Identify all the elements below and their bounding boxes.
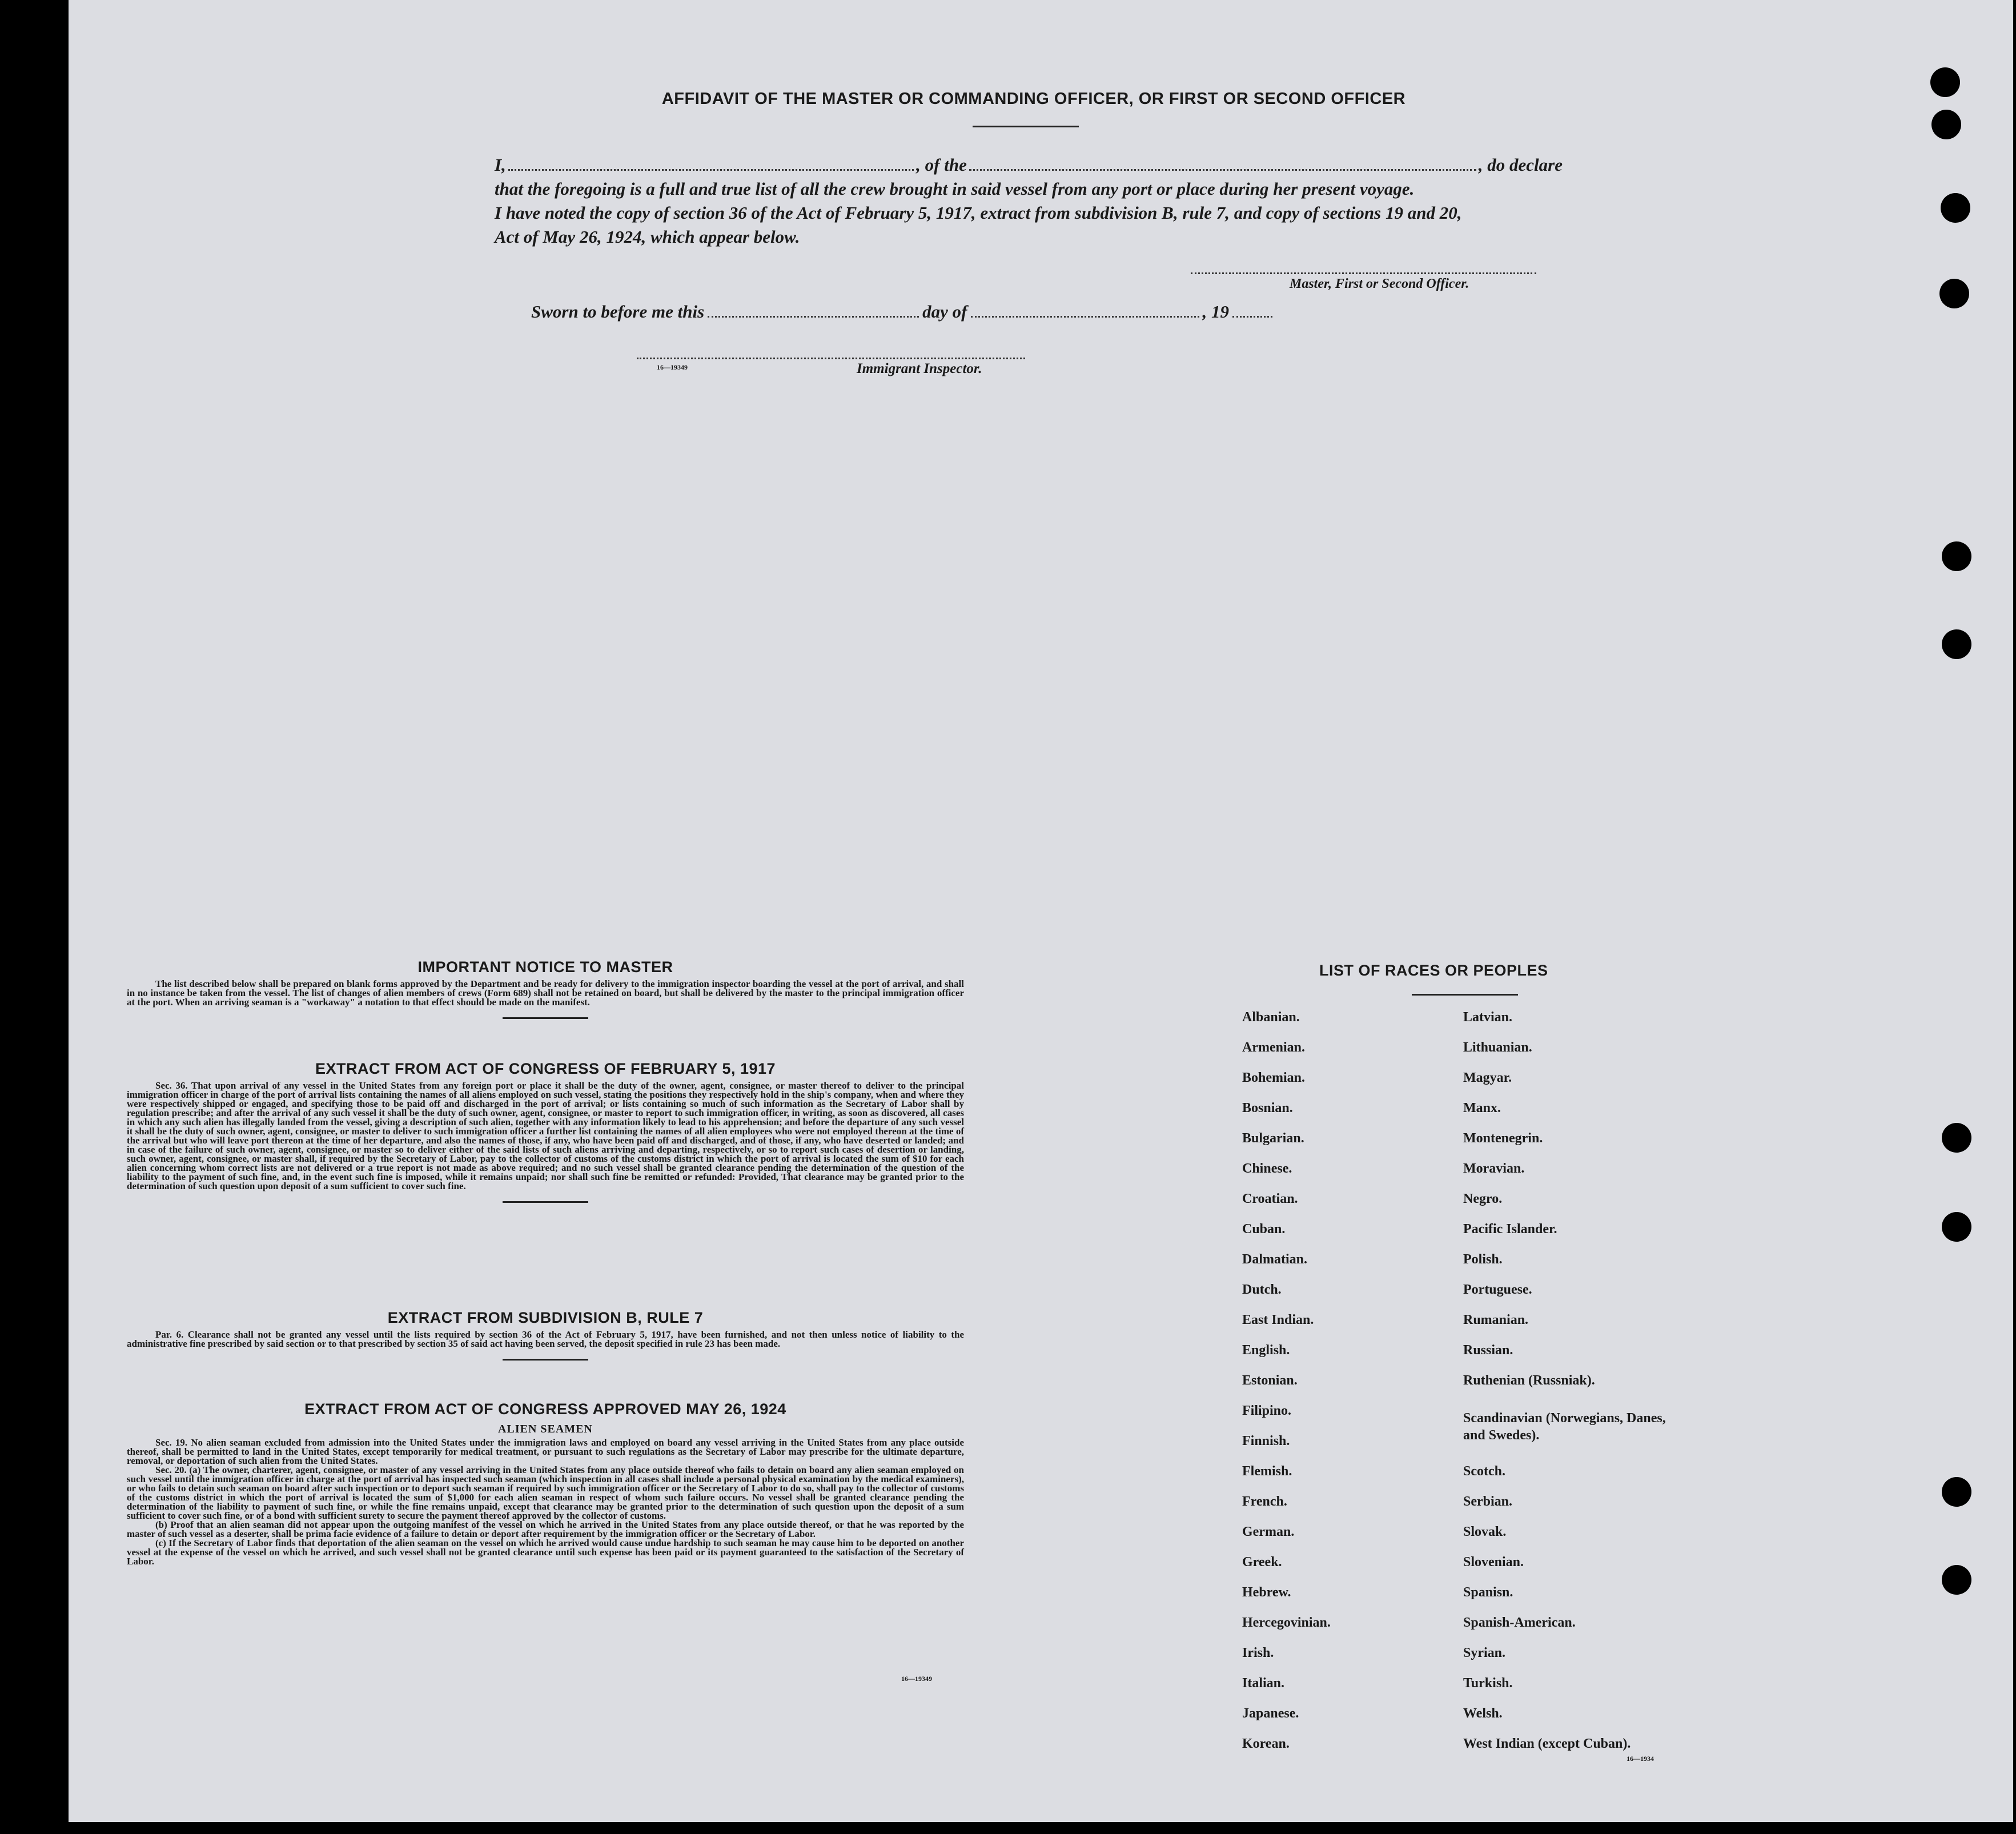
notice-title: IMPORTANT NOTICE TO MASTER (417, 958, 673, 976)
extract-1924-section (127, 1400, 964, 1566)
races-title: LIST OF RACES OR PEOPLES (1319, 962, 1548, 979)
race-right: Scotch. (1463, 1464, 1505, 1479)
extract-1917-section (127, 1060, 964, 1203)
race-right: Syrian. (1463, 1646, 1506, 1660)
affidavit-body (495, 153, 1563, 249)
inspector-signature-field[interactable] (637, 358, 1025, 359)
sworn-line (531, 302, 1314, 322)
punch-hole (1942, 1565, 1971, 1595)
punch-hole (1930, 67, 1960, 97)
sworn-month-field[interactable] (971, 316, 1199, 318)
punch-hole (1942, 629, 1971, 659)
affidavit-title: AFFIDAVIT OF THE MASTER OR COMMANDING OFFICER, OR FIRST OR SECOND OFFICER (661, 90, 1406, 108)
races-divider (1412, 994, 1518, 996)
race-right: Spanisn. (1463, 1585, 1513, 1600)
race-left: Hebrew. (1242, 1585, 1291, 1600)
vessel-name-field[interactable] (969, 169, 1476, 171)
affidavit-line-4: Act of May 26, 1924, which appear below. (495, 227, 800, 247)
race-left: Greek. (1242, 1555, 1282, 1570)
race-left: Filipino. (1242, 1403, 1292, 1418)
punch-hole (1942, 1477, 1971, 1507)
subdivision-b-title: EXTRACT FROM SUBDIVISION B, RULE 7 (387, 1309, 704, 1326)
race-left: Dutch. (1242, 1282, 1282, 1297)
sworn-day-label: day of (922, 302, 967, 322)
race-right: Turkish. (1463, 1676, 1513, 1691)
race-left: Albanian. (1242, 1010, 1300, 1025)
race-right: Montenegrin. (1463, 1131, 1543, 1146)
subdivision-b-section (127, 1309, 964, 1361)
form-number: 16—19349 (657, 363, 688, 371)
affidavit-line-2: that the foregoing is a full and true list of all the crew brought in said vessel from any port or place during her present voyage. (495, 179, 1415, 199)
notice-body: The list described below shall be prepared on blank forms approved by the Department and be ready for delivery to the immigration inspector boarding the vessel at the port of arrival, and shall in no instance be taken from the vessel. The list of changes of alien members of crews (Form 689) shall not be retained on board, but shall be delivered by the master to the principal immigration officer at the port. When an arriving seaman is a "workaway" a notation to that effect should be made on the manifest. (127, 978, 964, 1008)
race-left: Estonian. (1242, 1373, 1298, 1388)
race-left: Korean. (1242, 1736, 1290, 1751)
race-left: Japanese. (1242, 1706, 1299, 1721)
punch-hole (1931, 110, 1961, 139)
race-right: Polish. (1463, 1252, 1503, 1267)
race-right: Latvian. (1463, 1010, 1513, 1025)
alien-seamen-subtitle: ALIEN SEAMEN (498, 1423, 593, 1435)
race-right: Russian. (1463, 1343, 1513, 1358)
race-right: Slovak. (1463, 1524, 1507, 1539)
form-number: 16—1934 (1627, 1755, 1654, 1763)
sworn-prefix: Sworn to before me this (531, 302, 705, 322)
inspector-label: Immigrant Inspector. (857, 361, 982, 376)
race-right: Serbian. (1463, 1494, 1513, 1509)
race-right: Ruthenian (Russniak). (1463, 1373, 1595, 1388)
extract-1924-title: EXTRACT FROM ACT OF CONGRESS APPROVED MAY 26, 1924 (304, 1400, 786, 1418)
race-right: Rumanian. (1463, 1313, 1529, 1327)
section-divider (503, 1017, 588, 1019)
race-right: Negro. (1463, 1191, 1503, 1206)
race-left: Dalmatian. (1242, 1252, 1307, 1267)
punch-hole (1942, 1123, 1971, 1153)
sec-19-paragraph: Sec. 19. No alien seaman excluded from admission into the United States under the immigration laws and employed on board any vessel arriving in the United States from any place outside thereof, shall be permitted to land in the United States, except temporarily for medical treatment, or pursuant to such regulations as the Secretary of Labor may prescribe for the ultimate departure, removal, or deportation of such alien from the United States. (127, 1437, 964, 1466)
race-left: Armenian. (1242, 1040, 1305, 1055)
vessel-prefix: , of the (916, 155, 967, 175)
race-left: Hercegovinian. (1242, 1615, 1331, 1630)
form-number: 16—19349 (901, 1675, 932, 1683)
race-right: Portuguese. (1463, 1282, 1532, 1297)
race-right: Slovenian. (1463, 1555, 1524, 1570)
affidavit-line-3: I have noted the copy of section 36 of the Act of February 5, 1917, extract from subdivision B, rule 7, and copy of sections 19 and 20, (495, 203, 1462, 223)
race-left: Bulgarian. (1242, 1131, 1304, 1146)
section-divider (503, 1359, 588, 1361)
race-left: East Indian. (1242, 1313, 1314, 1327)
race-left: German. (1242, 1524, 1295, 1539)
race-right: Spanish-American. (1463, 1615, 1576, 1630)
race-right: Magyar. (1463, 1070, 1512, 1085)
master-signature-label: Master, First or Second Officer. (1290, 276, 1469, 291)
race-right: West Indian (except Cuban). (1463, 1736, 1631, 1751)
affidavit-line-1 (495, 153, 1563, 177)
sworn-year-field[interactable] (1232, 316, 1272, 318)
race-right: Manx. (1463, 1101, 1501, 1115)
race-left: Cuban. (1242, 1222, 1286, 1237)
race-left: Flemish. (1242, 1464, 1292, 1479)
punch-hole (1941, 193, 1970, 223)
extract-1917-body: Sec. 36. That upon arrival of any vessel in the United States from any foreign port or place it shall be the duty of the owner, agent, consignee, or master thereof to deliver to the principal immigration officer in charge of the port of arrival lists containing the names of all aliens employed on such vessel, stating the positions they respectively hold in the ship's company, when and where they were respectively shipped or engaged, and specifying those to be paid off and discharged in the port of arrival; or lists containing so much of such information as the Secretary of Labor shall by regulation prescribe; and after the arrival of any such vessel it shall be the duty of such owner, agent, consignee, or master to report to such immigration officer, in writing, as soon as discovered, all cases in which any such alien has illegally landed from the vessel, giving a description of such alien, together with any information likely to lead to his apprehension; and before the departure of any such vessel it shall be the duty of such owner, agent, consignee, or master to deliver to such immigration officer a further list containing the names of all alien employees who were not employed thereon at the time of the arrival but who will leave port thereon at the time of her departure, and also the names of those, if any, who have been paid off and discharged, and of those, if any, who have deserted or landed; and in case of the failure of such owner, agent, consignee, or master so to deliver either of the said lists of such aliens arriving and departing, respectively, or so to report such cases of desertion or landing, such owner, agent, consignee, or master shall, if required by the Secretary of Labor, pay to the collector of customs of the customs district in which the port of arrival is located the sum of $10 for each alien concerning whom correct lists are not delivered or a true report is not made as above required; and no such vessel shall be granted clearance pending the determination of the question of the liability to the payment of such fine, and, in the event such fine is imposed, while it remains unpaid; nor shall such fine be remitted or refunded: Provided, That clearance may be granted prior to the determination of such question upon deposit of a sum sufficient to cover such fine. (127, 1080, 964, 1191)
master-signature-field[interactable] (1191, 272, 1536, 274)
subdivision-b-body: Par. 6. Clearance shall not be granted any vessel until the lists required by section 36 of the Act of February 5, 1917, have been furnished, and not then unless notice of liability to the administrative fine prescribed by said section or to that prescribed by section 35 of said act having been served, the deposit specified in rule 23 has been made. (127, 1329, 964, 1349)
declare-suffix: , do declare (1478, 155, 1563, 175)
race-right: Lithuanian. (1463, 1040, 1532, 1055)
race-right: Pacific Islander. (1463, 1222, 1557, 1237)
notice-section (127, 958, 964, 1019)
punch-hole (1939, 279, 1969, 308)
race-right: Scandinavian (Norwegians, Danes, and Swedes). (1463, 1411, 1666, 1443)
sec-20b-paragraph: (b) Proof that an alien seaman did not appear upon the outgoing manifest of the vessel on which he arrived in the United States from any place outside thereof, or that he was reported by the master of such vessel as a deserter, shall be prima facie evidence of a failure to detain or deport after requirement by the immigration officer or the Secretary of Labor. (127, 1519, 964, 1539)
race-left: Finnish. (1242, 1434, 1290, 1448)
punch-hole (1942, 541, 1971, 571)
race-left: English. (1242, 1343, 1290, 1358)
race-right: Moravian. (1463, 1161, 1525, 1176)
race-left: Chinese. (1242, 1161, 1292, 1176)
race-left: Italian. (1242, 1676, 1285, 1691)
sec-20c-paragraph: (c) If the Secretary of Labor finds that deportation of the alien seaman on the vessel on which he arrived would cause undue hardship to such seaman he may cause him to be deported on another vessel at the expense of the vessel on which he arrived, and such vessel shall not be granted clearance until such expense has been paid or its payment guaranteed to the satisfaction of the Secretary of Labor. (127, 1538, 964, 1567)
title-divider (973, 126, 1079, 127)
declarant-prefix: I, (495, 155, 506, 175)
declarant-name-field[interactable] (508, 169, 914, 171)
section-divider (503, 1201, 588, 1203)
race-left: Croatian. (1242, 1191, 1298, 1206)
race-left: Bosnian. (1242, 1101, 1293, 1115)
race-left: Bohemian. (1242, 1070, 1306, 1085)
race-left: Irish. (1242, 1646, 1274, 1660)
race-left: French. (1242, 1494, 1287, 1509)
race-right: Welsh. (1463, 1706, 1503, 1721)
sworn-day-field[interactable] (708, 316, 919, 318)
punch-hole (1942, 1212, 1971, 1242)
extract-1917-title: EXTRACT FROM ACT OF CONGRESS OF FEBRUARY 5, 1917 (315, 1060, 776, 1077)
sworn-year-label: , 19 (1202, 302, 1229, 322)
sec-20a-paragraph: Sec. 20. (a) The owner, charterer, agent, consignee, or master of any vessel arriving in the United States from any place outside thereof who fails to detain on board any alien seaman employed on such vessel until the immigration officer in charge at the port of arrival has inspected such seaman (which inspection in all cases shall include a personal physical examination by the medical examiners), or who fails to detain such seaman on board after such inspection or to deport such seaman if required by such immigration officer or the Secretary of Labor to do so, shall pay to the collector of customs of the customs district in which the port of arrival is located the sum of $1,000 for each alien seaman in respect of whom such failure occurs. No vessel shall be granted clearance pending the determination of the liability to payment of such fine, or while the fine remains unpaid, except that clearance may be granted prior to the determination of such question upon the deposit of a sum sufficient to cover such fine, or of a bond with sufficient surety to secure the payment thereof approved by the collector of customs. (127, 1464, 964, 1521)
